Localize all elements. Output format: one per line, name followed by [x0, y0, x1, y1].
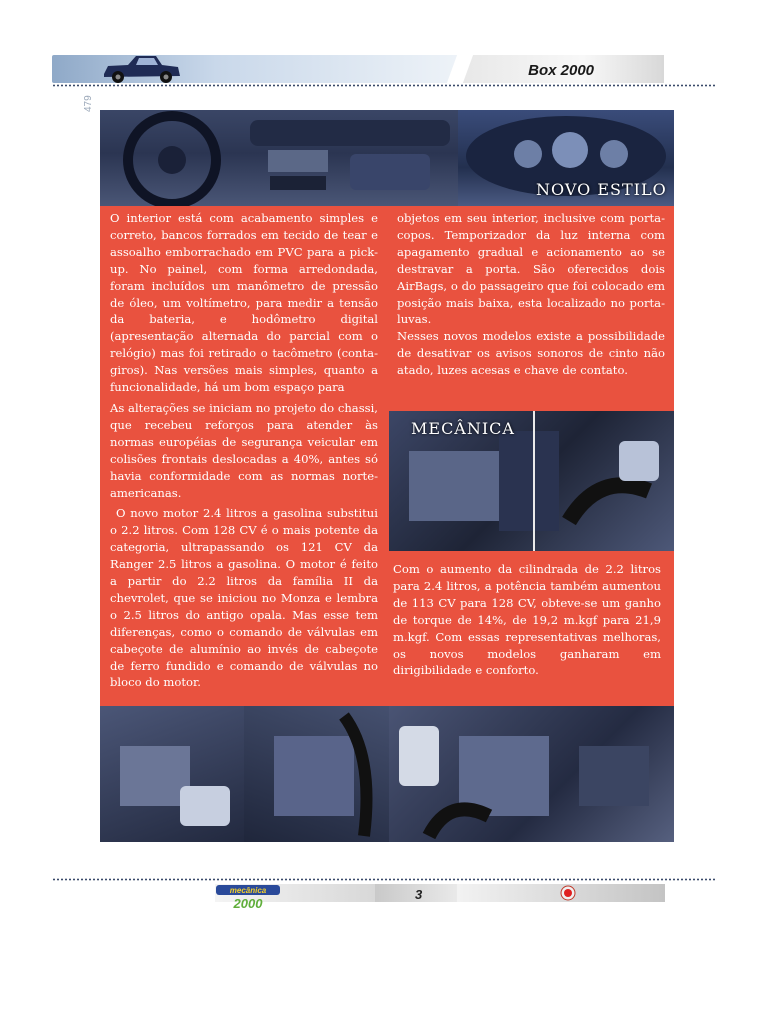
- page-number: 3: [415, 887, 423, 902]
- header-dotted-rule: [52, 84, 716, 87]
- dashboard-photo: [100, 110, 458, 206]
- mecanica-2000-logo: [214, 883, 282, 911]
- paragraph: O interior está com acabamento simples e correto, bancos forrados em tecido de tear e assoalho emborrachado em PVC para a pick-up. No painel, com forma arredondada, foram incluídos um manômetro de pressão de óleo, um voltímetro, para medir a tensão da bateria, e hodômetro digital (apresentação alternada do parcial com o relógio) mas foi retirado o tacômetro (conta-giros). Nas versões mais simples, quanto a funcionalidade, há um bom espaço para: [110, 211, 378, 395]
- svg-text:2000: 2000: [233, 896, 263, 911]
- left-column-text: [110, 210, 378, 691]
- record-icon: [560, 885, 576, 901]
- paragraph: Nesses novos modelos existe a possibilidade de desativar os avisos sonoros de cinto não atado, luzes acesas e chave de contato.: [397, 329, 665, 378]
- right-column-text-lower: [393, 561, 661, 679]
- article-panel: [100, 110, 674, 842]
- instrument-cluster-photo: [458, 110, 674, 206]
- paragraph: O novo motor 2.4 litros a gasolina substitui o 2.2 litros. Com 128 CV é o mais potente da categoria, ultrapassando os 121 CV da Ranger 2.5 litros a gasolina. O motor é feito a partir do 2.2 litros da família II da chevrolet, que se iniciou no Monza e lembra o 2.5 litros do antigo opala. Mas esse tem diferenças, como o comando de válvulas em cabeçote de alumínio ao invés de cabeçote de ferro fundido e comando de válvulas no bloco do motor.: [110, 506, 378, 690]
- paragraph: objetos em seu interior, inclusive com porta-copos. Temporizador da luz interna com apagamento gradual e acionamento ao se destravar a porta. São oferecidos dois AirBags, o do passageiro que foi colocado em posição mais baixa, esta localizado no porta-luvas.: [397, 211, 665, 327]
- novo-estilo-label: NOVO ESTILO: [536, 180, 667, 199]
- side-page-code: 479: [83, 95, 94, 112]
- engine-photo: [389, 706, 674, 842]
- svg-text:mecânica: mecânica: [229, 886, 267, 895]
- header-title: Box 2000: [528, 62, 594, 79]
- steering-wheel-icon: [100, 110, 458, 206]
- page-footer: [215, 884, 665, 902]
- paragraph: Com o aumento da cilindrada de 2.2 litros para 2.4 litros, a potência também aumentou de 113 CV para 128 CV, obteve-se um ganho de torque de 14%, de 19,2 m.kgf para 21,9 m.kgf. Com essas representativas melhoras, os novos modelos ganharam em dirigibilidade e conforto.: [393, 562, 661, 678]
- engine-photo: [244, 706, 389, 842]
- pickup-truck-icon: [100, 50, 182, 86]
- right-column-text: [397, 210, 665, 379]
- engine-bay-photo: [389, 411, 674, 551]
- footer-dotted-rule: [52, 878, 716, 881]
- mecanica-label: MECÂNICA: [411, 419, 515, 438]
- paragraph: As alterações se iniciam no projeto do chassi, que recebeu reforços para atender às normas européias de segurança veicular em colisões frontais deslocadas a 40%, antes só havia conformidade com as normas norte-americanas.: [110, 400, 378, 500]
- engine-photo: [100, 706, 244, 842]
